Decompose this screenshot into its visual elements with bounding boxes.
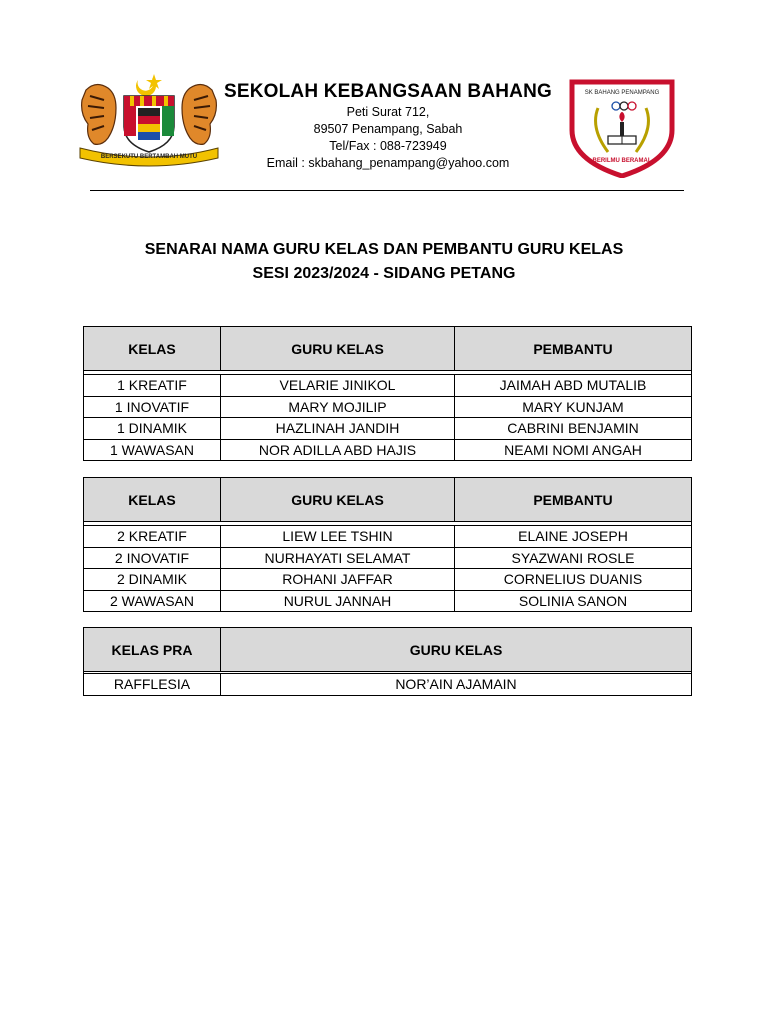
cell-guru-kelas: ROHANI JAFFAR: [221, 569, 455, 591]
cell-guru-kelas: NURUL JANNAH: [221, 590, 455, 612]
telfax-line: Tel/Fax : 088-723949: [329, 139, 447, 153]
table-row: [84, 590, 692, 612]
school-badge-icon: [568, 78, 676, 178]
address-line-1: Peti Surat 712,: [346, 105, 430, 119]
cell-pembantu: ELAINE JOSEPH: [455, 526, 692, 548]
class-table-pra: [83, 627, 692, 696]
title-line-2: SESI 2023/2024 - SIDANG PETANG: [252, 265, 516, 282]
cell-guru-kelas: HAZLINAH JANDIH: [221, 418, 455, 440]
address-line-2: 89507 Penampang, Sabah: [313, 122, 463, 136]
table-row: [84, 396, 692, 418]
cell-kelas: 1 DINAMIK: [84, 418, 221, 440]
header-pembantu: PEMBANTU: [455, 478, 692, 522]
cell-guru-kelas: LIEW LEE TSHIN: [221, 526, 455, 548]
header-guru-kelas: GURU KELAS: [221, 628, 692, 672]
cell-guru-kelas: NOR’AIN AJAMAIN: [221, 674, 692, 696]
cell-kelas: 1 WAWASAN: [84, 439, 221, 461]
cell-guru-kelas: NURHAYATI SELAMAT: [221, 547, 455, 569]
header-kelas: KELAS: [84, 478, 221, 522]
table-row: [84, 418, 692, 440]
header-pembantu: PEMBANTU: [455, 327, 692, 371]
cell-pembantu: CABRINI BENJAMIN: [455, 418, 692, 440]
badge-motto: BERILMU BERAMAL: [592, 158, 652, 164]
table-row: [84, 375, 692, 397]
cell-pembantu: SOLINIA SANON: [455, 590, 692, 612]
cell-kelas: 2 KREATIF: [84, 526, 221, 548]
table-row: [84, 547, 692, 569]
school-name: SEKOLAH KEBANGSAAN BAHANG: [223, 81, 552, 102]
table-row: [84, 526, 692, 548]
cell-pembantu: MARY KUNJAM: [455, 396, 692, 418]
coat-of-arms-motto: BERSEKUTU BERTAMBAH MUTU: [100, 154, 198, 160]
badge-top-text: SK BAHANG PENAMPANG: [584, 90, 660, 96]
school-header: [222, 80, 554, 172]
cell-guru-kelas: VELARIE JINIKOL: [221, 375, 455, 397]
cell-pembantu: NEAMI NOMI ANGAH: [455, 439, 692, 461]
cell-kelas: 1 KREATIF: [84, 375, 221, 397]
cell-kelas-pra: RAFFLESIA: [84, 674, 221, 696]
cell-guru-kelas: MARY MOJILIP: [221, 396, 455, 418]
class-table-year-2: [83, 477, 692, 612]
header-kelas-pra: KELAS PRA: [84, 628, 221, 672]
header-guru-kelas: GURU KELAS: [221, 478, 455, 522]
header-divider: [90, 190, 684, 191]
class-table-year-1: [83, 326, 692, 461]
table-row: [84, 569, 692, 591]
header-guru-kelas: GURU KELAS: [221, 327, 455, 371]
email-line: Email : skbahang_penampang@yahoo.com: [266, 156, 510, 170]
cell-kelas: 2 WAWASAN: [84, 590, 221, 612]
title-line-1: SENARAI NAMA GURU KELAS DAN PEMBANTU GURU KELAS: [144, 241, 624, 258]
cell-pembantu: JAIMAH ABD MUTALIB: [455, 375, 692, 397]
cell-kelas: 2 INOVATIF: [84, 547, 221, 569]
header-kelas: KELAS: [84, 327, 221, 371]
cell-kelas: 1 INOVATIF: [84, 396, 221, 418]
cell-kelas: 2 DINAMIK: [84, 569, 221, 591]
cell-pembantu: SYAZWANI ROSLE: [455, 547, 692, 569]
table-row: [84, 674, 692, 696]
cell-pembantu: CORNELIUS DUANIS: [455, 569, 692, 591]
cell-guru-kelas: NOR ADILLA ABD HAJIS: [221, 439, 455, 461]
table-row: [84, 439, 692, 461]
malaysia-coat-of-arms-icon: [78, 72, 220, 168]
document-title: [0, 238, 768, 286]
